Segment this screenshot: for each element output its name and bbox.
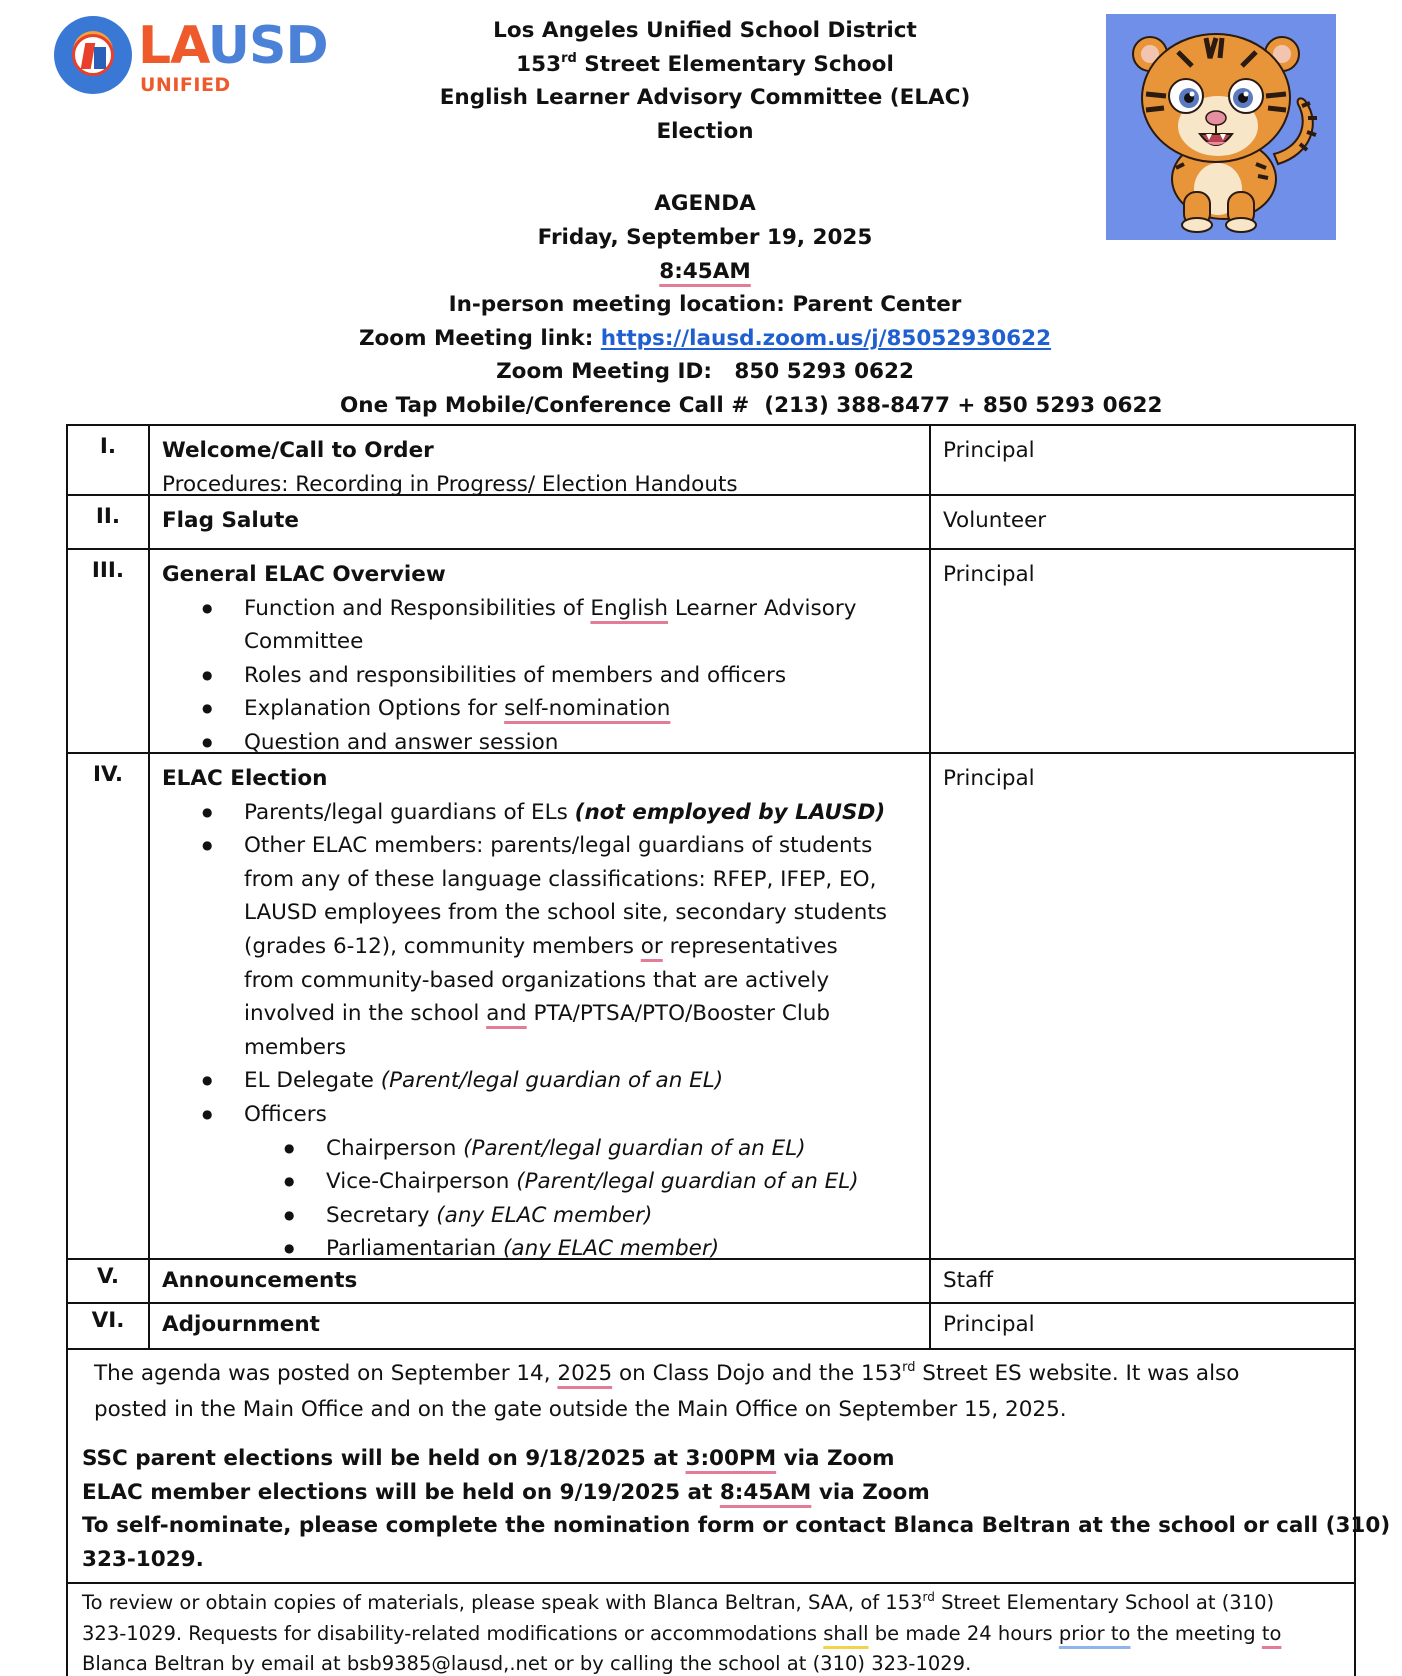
item-content xyxy=(150,754,931,1262)
lausd-seal-icon xyxy=(54,16,132,94)
item-title: General ELAC Overview xyxy=(162,562,446,587)
item-number: II. xyxy=(68,496,150,548)
item-number: IV. xyxy=(68,754,150,1258)
list-item: ● Roles and responsibilities of members and officers xyxy=(162,659,917,693)
item-presenter: Staff xyxy=(943,1268,994,1293)
list-item-continued: from any of these language classifications: RFEP, IFEP, EO, xyxy=(244,866,877,892)
agenda-row-vi xyxy=(68,1304,1354,1348)
agenda-row-iii xyxy=(68,550,1354,754)
list-item-continued: (grades 6-12), community members or representatives xyxy=(244,933,838,959)
posting-notice: The agenda was posted on September 14, 2025 on Class Dojo and the 153rd Street ES website. It was also posted in the Main Office and on the gate outside the Main Office on September 15, 2025. xyxy=(94,1360,1240,1422)
item-number: VI. xyxy=(68,1304,150,1348)
zoom-link[interactable]: https://lausd.zoom.us/j/85052930622 xyxy=(600,325,1052,351)
list-item: ● Other ELAC members: parents/legal guardians of students xyxy=(162,829,917,863)
self-nominate-line: To self-nominate, please complete the nomination form or contact Blanca Beltran at the school or call (310) xyxy=(82,1513,1391,1539)
self-nominate-line-2: 323-1029. xyxy=(82,1546,204,1572)
list-item: ● EL Delegate (Parent/legal guardian of an EL) xyxy=(162,1064,917,1098)
item-number: III. xyxy=(68,550,150,752)
meeting-location: In-person meeting location: Parent Center xyxy=(448,292,962,318)
agenda-row-v xyxy=(68,1260,1354,1304)
item-content xyxy=(150,426,931,497)
logo-unified: UNIFIED xyxy=(140,74,231,96)
document-header xyxy=(340,14,1163,423)
meeting-time: 8:45AM xyxy=(659,258,751,284)
sub-list-item: ● Vice-Chairperson (Parent/legal guardian of an EL) xyxy=(162,1165,917,1199)
list-item-continued: Committee xyxy=(244,629,364,655)
lausd-logo xyxy=(54,16,334,96)
item-content xyxy=(150,496,931,548)
item-title: Adjournment xyxy=(162,1312,320,1337)
meeting-date: Friday, September 19, 2025 xyxy=(537,224,873,250)
agenda-table xyxy=(66,424,1356,1350)
item-presenter: Principal xyxy=(943,438,1035,463)
item-title: Flag Salute xyxy=(162,508,299,533)
item-content xyxy=(150,1304,931,1348)
conference-phone: One Tap Mobile/Conference Call # (213) 388-8477 + 850 5293 0622 xyxy=(340,392,1163,418)
item-title: Welcome/Call to Order xyxy=(162,438,434,463)
agenda-row-iv xyxy=(68,754,1354,1260)
agenda-footer xyxy=(66,1350,1391,1676)
sub-list-item: ● Parliamentarian (any ELAC member) xyxy=(162,1232,917,1266)
school-name: 153rd Street Elementary School xyxy=(516,50,894,77)
committee-name: English Learner Advisory Committee (ELAC) xyxy=(439,85,971,111)
tiger-cub-icon xyxy=(1106,14,1336,240)
list-item: ● Function and Responsibilities of English Learner Advisory xyxy=(162,592,917,626)
item-title: Announcements xyxy=(162,1268,358,1293)
sub-list-item: ● Secretary (any ELAC member) xyxy=(162,1199,917,1233)
district-name: Los Angeles Unified School District xyxy=(493,18,917,43)
zoom-meeting-id: Zoom Meeting ID: 850 5293 0622 xyxy=(496,359,914,385)
list-item-continued: involved in the school and PTA/PTSA/PTO/Booster Club xyxy=(244,1001,831,1027)
item-title: ELAC Election xyxy=(162,766,328,791)
list-item: ● Explanation Options for self-nomination xyxy=(162,692,917,726)
ssc-election-line: SSC parent elections will be held on 9/18/2025 at 3:00PM via Zoom xyxy=(82,1446,895,1471)
item-presenter: Volunteer xyxy=(943,508,1047,533)
item-content xyxy=(150,1260,931,1302)
list-item-continued: members xyxy=(244,1034,347,1060)
agenda-row-i xyxy=(68,426,1354,496)
elac-election-line: ELAC member elections will be held on 9/19/2025 at 8:45AM via Zoom xyxy=(82,1479,930,1505)
item-presenter: Principal xyxy=(943,562,1035,587)
event-name: Election xyxy=(656,118,754,144)
agenda-row-ii xyxy=(68,496,1354,550)
item-number: V. xyxy=(68,1260,150,1302)
list-item: ● Question and answer session xyxy=(162,726,917,760)
list-item-continued: from community-based organizations that are actively xyxy=(244,967,830,993)
tiger-mascot-image xyxy=(1106,14,1336,240)
item-presenter: Principal xyxy=(943,1312,1035,1337)
logo-wordmark: LAUSD xyxy=(138,16,328,76)
item-content xyxy=(150,550,931,755)
agenda-title: AGENDA xyxy=(654,191,756,217)
sub-list-item: ● Chairperson (Parent/legal guardian of an EL) xyxy=(162,1132,917,1166)
contact-email[interactable]: bsb9385@lausd,.net xyxy=(346,1652,548,1676)
item-subtext: Procedures: Recording in Progress/ Election Handouts xyxy=(162,471,738,497)
list-item-continued: LAUSD employees from the school site, secondary students xyxy=(244,900,888,926)
election-notice xyxy=(68,1428,1391,1582)
zoom-link-line: Zoom Meeting link: https://lausd.zoom.us/j/85052930622 xyxy=(358,325,1052,351)
list-item: ● Officers xyxy=(162,1098,917,1132)
accommodations-notice: To review or obtain copies of materials, please speak with Blanca Beltran, SAA, of 153rd Street Elementary School at (310) 323-1029. Requests for disability-related modifications or accommodations shall be made 24 hours prior to the meeting to Blanca Beltran by email at bsb9385@lausd,.net or by calling the school at (310) 323-1029. xyxy=(68,1582,1354,1676)
list-item: ● Parents/legal guardians of ELs (not employed by LAUSD) xyxy=(162,796,917,830)
item-presenter: Principal xyxy=(943,766,1035,791)
item-number: I. xyxy=(68,426,150,494)
